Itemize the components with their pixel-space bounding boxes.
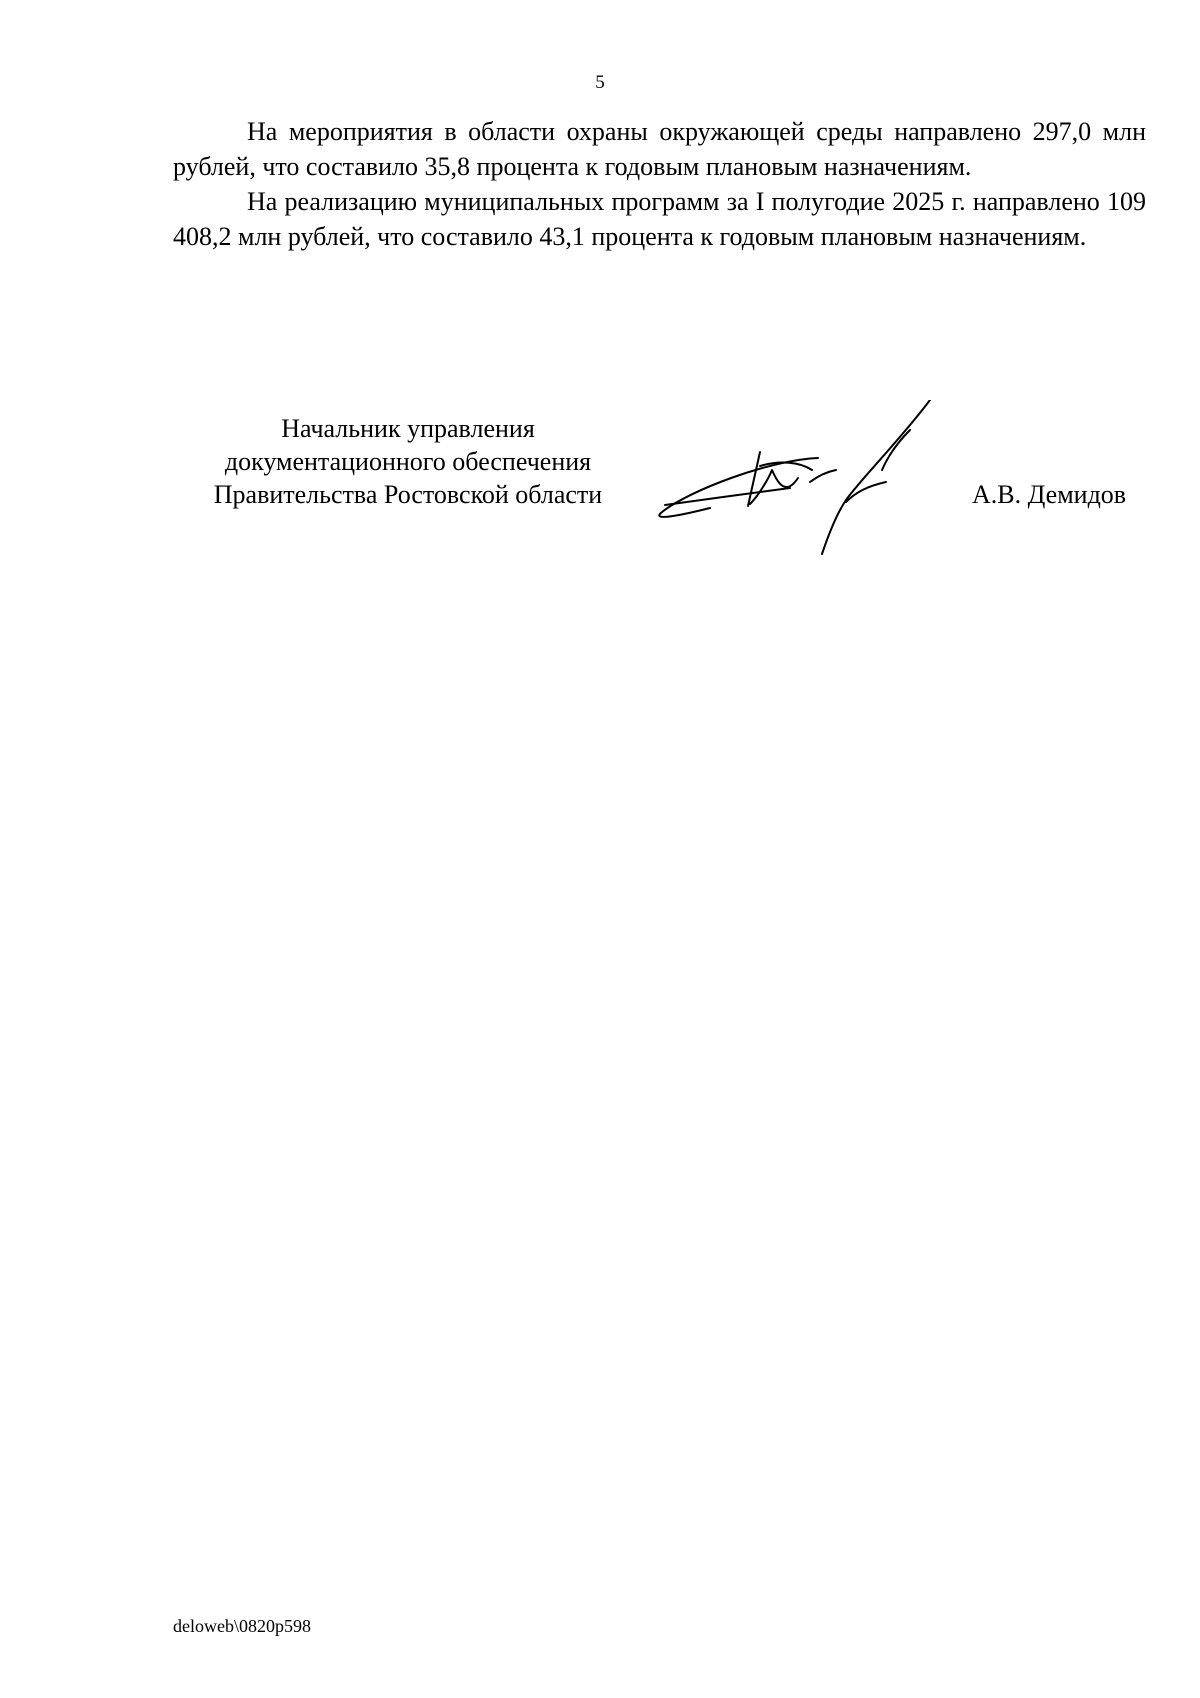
document-code: deloweb\0820p598 [173,1616,311,1636]
page-number: 5 [595,72,605,93]
handwritten-signature [650,400,950,560]
signatory-title-line: Правительства Ростовской области [213,480,603,509]
signer-name: А.В. Демидов [972,480,1127,509]
signatory-title-line: Начальник управления [281,414,535,443]
paragraph-municipal-programs: На реализацию муниципальных программ за I полугодие 2025 г. направлено 109 408,2 млн рублей, что составило 43,1 процента к годовым плановым назначениям. [173,187,1146,251]
paragraph-environment: На мероприятия в области охраны окружающей среды направлено 297,0 млн рублей, что составило 35,8 процента к годовым плановым назначениям. [173,117,1146,181]
document-body [173,114,1146,254]
signatory-title-line: документационного обеспечения [224,447,592,476]
signatory-title [173,412,643,511]
